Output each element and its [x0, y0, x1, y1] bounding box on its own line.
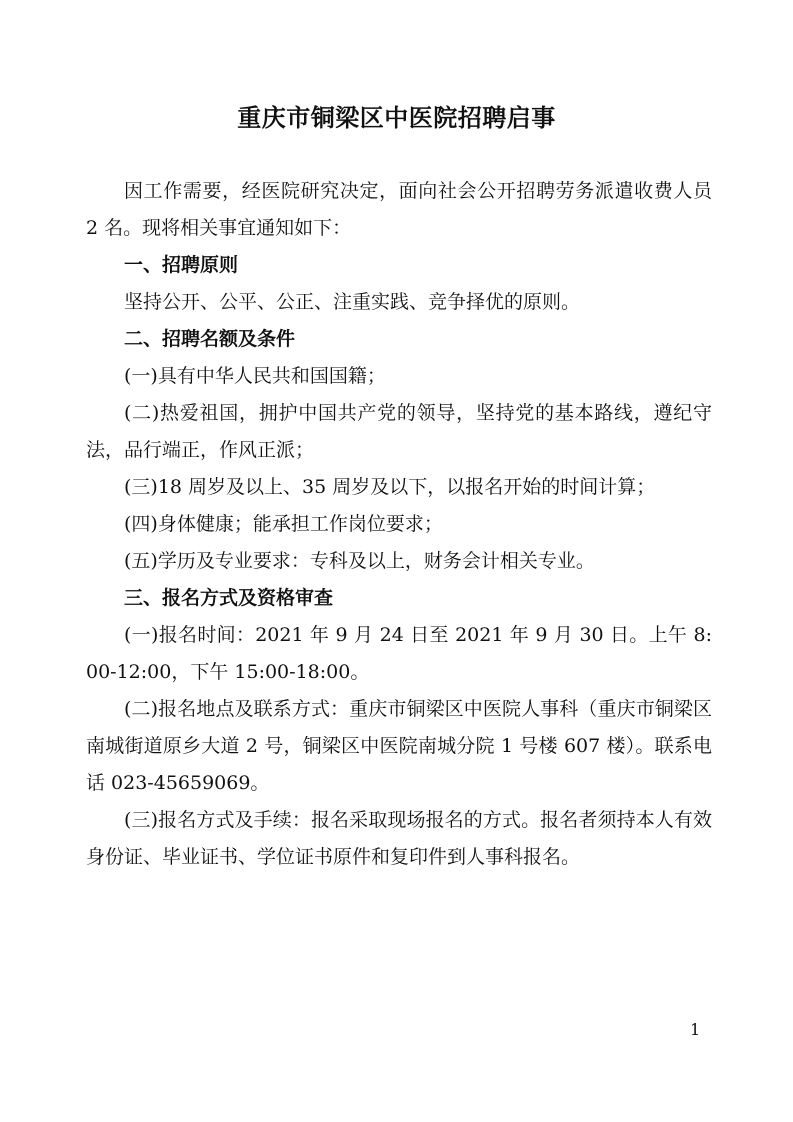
condition-item: (三)18 周岁及以上、35 周岁及以下，以报名开始的时间计算； [124, 476, 656, 498]
registration-item: (一)报名时间：2021 年 9 月 24 日至 2021 年 9 月 30 日。上午 8:00-12:00，下午 15:00-18:00。 [86, 624, 712, 683]
condition-item: (五)学历及专业要求：专科及以上，财务会计相关专业。 [124, 550, 595, 572]
intro-paragraph: 因工作需要，经医院研究决定，面向社会公开招聘劳务派遣收费人员 2 名。现将相关事宜通知如下： [86, 180, 712, 239]
principles-text: 坚持公开、公平、公正、注重实践、竞争择优的原则。 [124, 291, 581, 313]
section-heading-principles: 一、招聘原则 [124, 254, 239, 276]
condition-item: (一)具有中华人民共和国国籍； [124, 365, 386, 387]
section-heading-registration: 三、报名方式及资格审查 [124, 587, 334, 609]
document-title: 重庆市铜梁区中医院招聘启事 [237, 103, 556, 132]
registration-item: (三)报名方式及手续：报名采取现场报名的方式。报名者须持本人有效身份证、毕业证书、学位证书原件和复印件到人事科报名。 [86, 809, 712, 868]
page-number: 1 [690, 1020, 701, 1039]
document-body [86, 173, 712, 876]
registration-item: (二)报名地点及联系方式：重庆市铜梁区中医院人事科（重庆市铜梁区南城街道原乡大道 2 号，铜梁区中医院南城分院 1 号楼 607 楼）。联系电话 023-45659069。 [86, 698, 712, 794]
condition-item: (四)身体健康；能承担工作岗位要求； [124, 513, 443, 535]
condition-item: (二)热爱祖国，拥护中国共产党的领导，坚持党的基本路线，遵纪守法，品行端正，作风正派； [86, 402, 712, 461]
section-heading-quota-conditions: 二、招聘名额及条件 [124, 328, 296, 350]
